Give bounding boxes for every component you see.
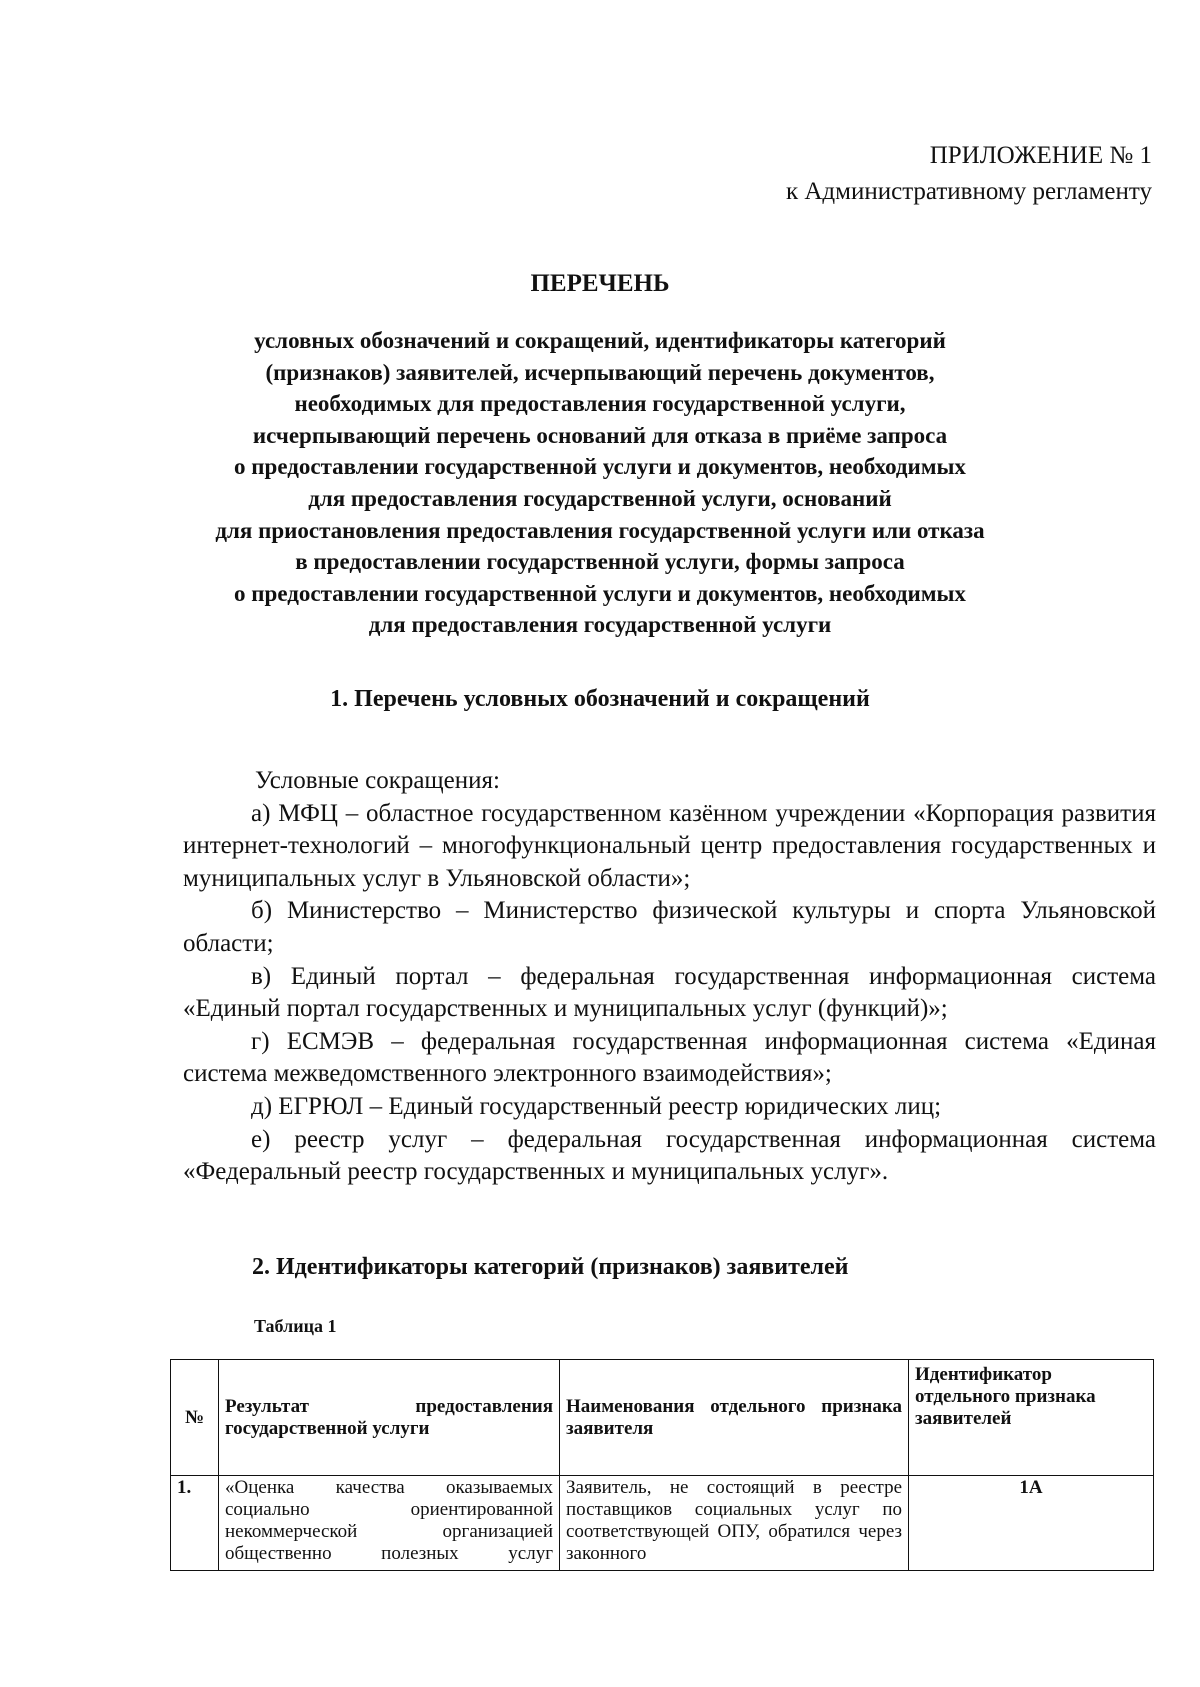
row-number: 1. bbox=[171, 1476, 219, 1571]
document-title: ПЕРЕЧЕНЬ bbox=[530, 270, 670, 297]
abbreviation-item: б) Министерство – Министерство физической культуры и спорта Ульяновской области; bbox=[183, 897, 1156, 957]
header-number: № bbox=[171, 1360, 219, 1476]
table-caption: Таблица 1 bbox=[254, 1316, 337, 1336]
row-identifier: 1А bbox=[909, 1476, 1154, 1571]
abbreviation-item: д) ЕГРЮЛ – Единый государственный реестр юридических лиц; bbox=[251, 1092, 942, 1120]
row-result: «Оценка качества оказываемых социально ориентированной некоммерческой организацией общественно полезных услуг bbox=[219, 1476, 560, 1571]
subtitle-line: условных обозначений и сокращений, идентификаторы категорий bbox=[254, 328, 946, 353]
subtitle-line: необходимых для предоставления государственной услуги, bbox=[294, 391, 906, 417]
section2-heading: 2. Идентификаторы категорий (признаков) заявителей bbox=[252, 1254, 849, 1280]
appendix-number: ПРИЛОЖЕНИЕ № 1 bbox=[929, 142, 1152, 169]
abbreviation-item: г) ЕСМЭВ – федеральная государственная информационная система «Единая система межведомственного электронного взаимодействия»; bbox=[183, 1027, 1156, 1088]
subtitle-line: для предоставления государственной услуги bbox=[368, 612, 832, 638]
appendix-header bbox=[786, 138, 1152, 210]
row-attribute-name: Заявитель, не состоящий в реестре поставщиков социальных услуг по соответствующей ОПУ, обратился через законного bbox=[560, 1476, 909, 1571]
section1-heading: 1. Перечень условных обозначений и сокращений bbox=[330, 686, 870, 712]
subtitle-line: о предоставлении государственной услуги и документов, необходимых bbox=[234, 454, 966, 480]
subtitle-line: о предоставлении государственной услуги и документов, необходимых bbox=[234, 580, 966, 606]
subtitle-line: исчерпывающий перечень оснований для отказа в приёме запроса bbox=[252, 422, 948, 448]
header-result: Результат предоставления государственной услуги bbox=[219, 1360, 560, 1476]
appendix-reference: к Административному регламенту bbox=[785, 178, 1152, 205]
subtitle-line: (признаков) заявителей, исчерпывающий перечень документов, bbox=[265, 359, 935, 385]
subtitle-line: для приостановления предоставления государственной услуги или отказа bbox=[215, 517, 985, 543]
header-attribute-name: Наименования отдельного признака заявителя bbox=[560, 1360, 909, 1476]
abbreviation-item: а) МФЦ – областное государственном казённом учреждении «Корпорация развития интернет-технологий – многофункциональный центр предоставления государственных и муниципальных услуг в Ульяновской области»; bbox=[183, 799, 1156, 892]
document-subtitle bbox=[100, 325, 1100, 641]
abbreviation-item: е) реестр услуг – федеральная государственная информационная система «Федеральный реестр государственных и муниципальных услуг». bbox=[183, 1125, 1156, 1186]
applicant-categories-table bbox=[170, 1359, 1154, 1571]
abbreviations-list bbox=[183, 765, 1156, 1189]
subtitle-line: в предоставлении государственной услуги, формы запроса bbox=[295, 549, 905, 575]
table-header-row bbox=[171, 1360, 1154, 1476]
table-row bbox=[171, 1476, 1154, 1571]
header-identifier: Идентификатор отдельного признака заявителей bbox=[909, 1360, 1154, 1476]
abbreviations-intro: Условные сокращения: bbox=[255, 767, 500, 794]
abbreviation-item: в) Единый портал – федеральная государственная информационная система «Единый портал государственных и муниципальных услуг (функций)»; bbox=[183, 962, 1156, 1023]
subtitle-line: для предоставления государственной услуги, оснований bbox=[308, 485, 892, 511]
